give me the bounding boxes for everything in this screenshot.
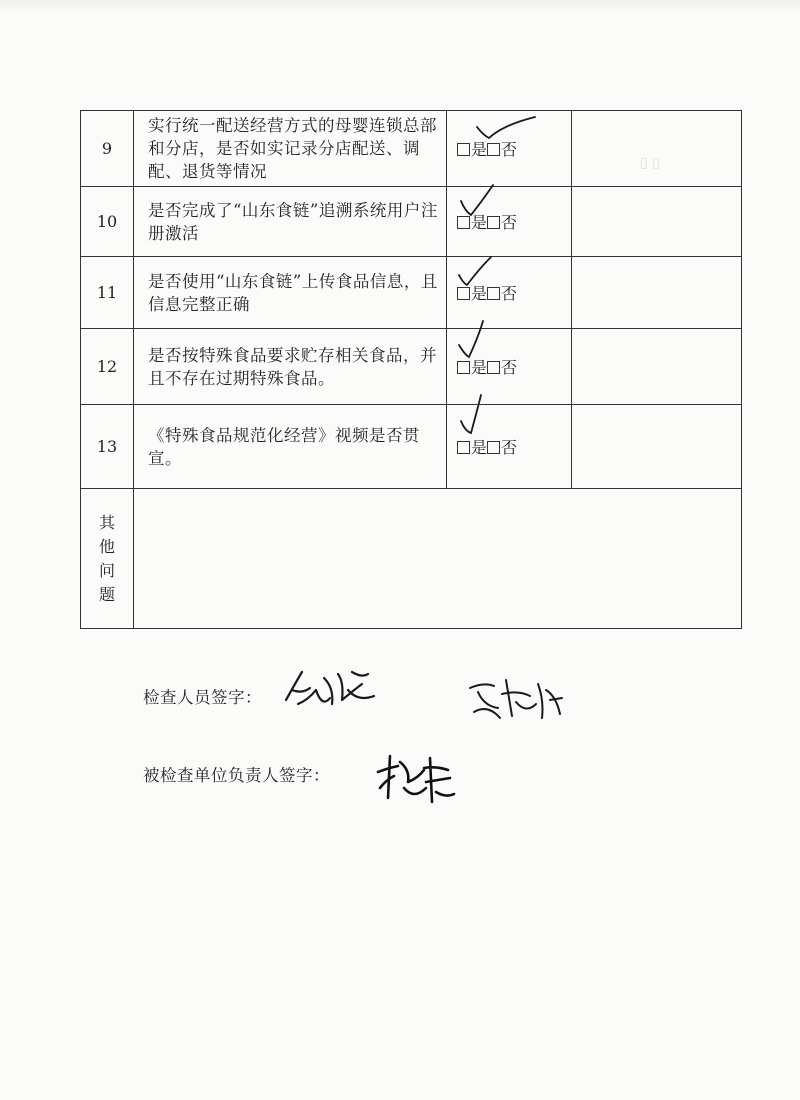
scan-top-edge bbox=[0, 0, 800, 14]
remarks-cell bbox=[572, 329, 742, 405]
row-number: 9 bbox=[81, 111, 134, 187]
handwritten-check-icon bbox=[453, 175, 543, 221]
inspector-signature-label: 检查人员签字： bbox=[143, 688, 262, 707]
remarks-cell bbox=[572, 257, 742, 329]
yes-no-choice[interactable]: 是 否 bbox=[447, 111, 572, 187]
yes-no-choice[interactable]: 是 否 bbox=[447, 329, 572, 405]
inspector-signature-2 bbox=[464, 670, 574, 730]
remarks-cell bbox=[572, 111, 742, 187]
bleed-through-text: ▯ ▯ bbox=[640, 155, 660, 171]
checkbox-yes[interactable] bbox=[457, 441, 470, 454]
remarks-cell bbox=[572, 405, 742, 489]
table-row bbox=[81, 405, 742, 489]
other-issues-row bbox=[81, 489, 742, 629]
check-item-text: 是否使用“山东食链”上传食品信息，且信息完整正确 bbox=[134, 257, 447, 329]
inspection-table bbox=[80, 110, 742, 629]
inspector-signature-1 bbox=[282, 660, 392, 720]
checkbox-no[interactable] bbox=[487, 441, 500, 454]
check-item-text: 实行统一配送经营方式的母婴连锁总部和分店，是否如实记录分店配送、调配、退货等情况 bbox=[134, 111, 447, 187]
yes-no-choice[interactable]: 是 否 bbox=[447, 187, 572, 257]
check-item-text: 是否按特殊食品要求贮存相关食品，并且不存在过期特殊食品。 bbox=[134, 329, 447, 405]
check-item-text: 《特殊食品规范化经营》视频是否贯宣。 bbox=[134, 405, 447, 489]
responsible-signature bbox=[374, 748, 464, 812]
table-row bbox=[81, 111, 742, 187]
table-row bbox=[81, 257, 742, 329]
other-issues-field[interactable] bbox=[134, 489, 742, 629]
handwritten-check-icon bbox=[453, 313, 543, 363]
remarks-cell bbox=[572, 187, 742, 257]
row-number: 13 bbox=[81, 405, 134, 489]
check-item-text: 是否完成了“山东食链”追溯系统用户注册激活 bbox=[134, 187, 447, 257]
responsible-signature-label: 被检查单位负责人签字： bbox=[143, 766, 330, 785]
row-number: 10 bbox=[81, 187, 134, 257]
handwritten-check-icon bbox=[453, 245, 543, 291]
handwritten-check-icon bbox=[453, 385, 543, 439]
handwritten-check-icon bbox=[453, 105, 543, 145]
table-row bbox=[81, 329, 742, 405]
yes-no-choice[interactable]: 是 否 bbox=[447, 405, 572, 489]
other-issues-label: 其 他 问 题 bbox=[81, 489, 134, 629]
table-row bbox=[81, 187, 742, 257]
yes-no-choice[interactable]: 是 否 bbox=[447, 257, 572, 329]
row-number: 12 bbox=[81, 329, 134, 405]
row-number: 11 bbox=[81, 257, 134, 329]
